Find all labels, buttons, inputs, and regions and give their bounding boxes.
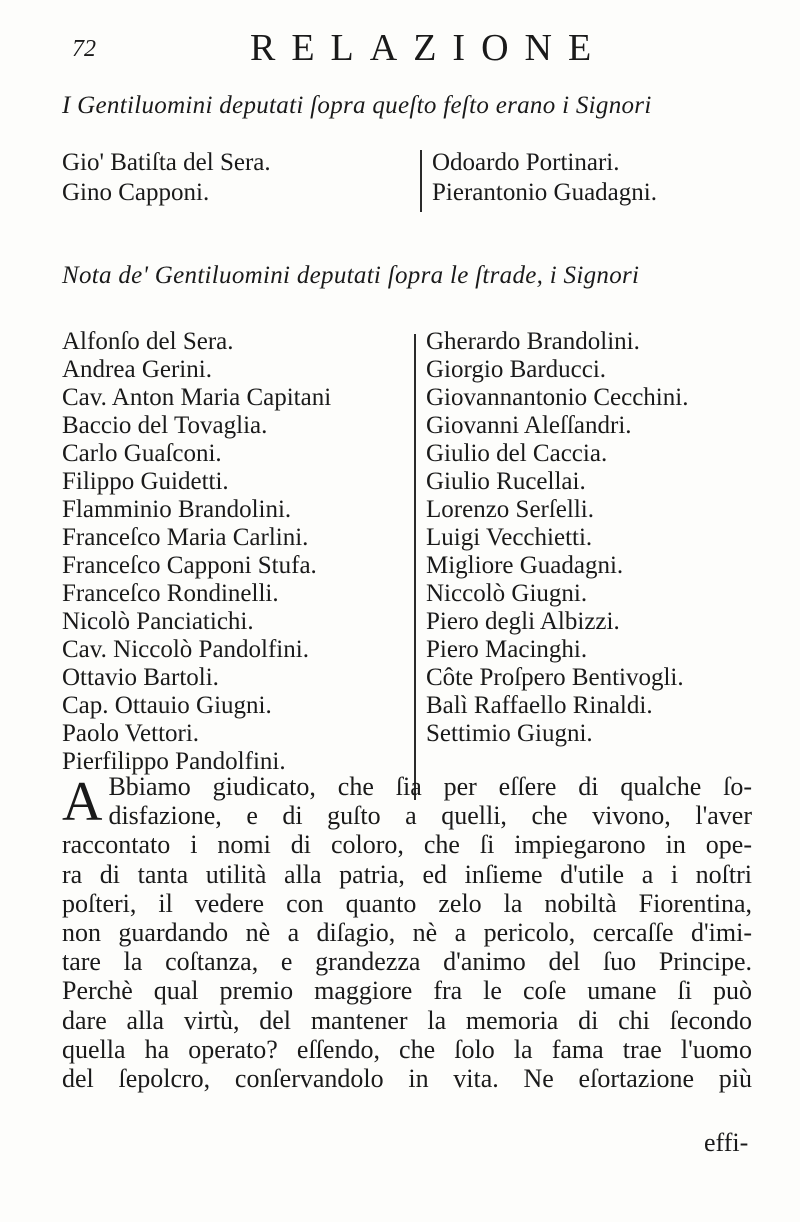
- paragraph-line: disfazione, e di guſto a quelli, che vivono, l'aver: [108, 801, 752, 831]
- name-entry: Giulio del Caccia.: [426, 440, 608, 467]
- name-entry: Cav. Anton Maria Capitani: [62, 384, 332, 411]
- name-entry: Alfonſo del Sera.: [62, 328, 234, 355]
- name-entry: Gherardo Brandolini.: [426, 328, 640, 355]
- name-entry: Ottavio Bartoli.: [62, 664, 219, 691]
- paragraph-line: quella ha operato? eſſendo, che ſolo la fama trae l'uomo: [62, 1034, 752, 1064]
- name-entry: Luigi Vecchietti.: [426, 524, 593, 551]
- paragraph-line: del ſepolcro, conſervandolo in vita. Ne eſortazione più: [62, 1063, 752, 1093]
- paragraph-line: raccontato i nomi di coloro, che ſi impiegarono in ope-: [62, 830, 752, 860]
- page-header: [60, 24, 760, 69]
- name-entry: Settimio Giugni.: [426, 720, 593, 747]
- body-paragraph: [62, 772, 752, 1093]
- name-entry: Franceſco Capponi Stufa.: [62, 552, 317, 579]
- paragraph-line: non guardando nè a diſagio, nè a pericolo, cercaſſe d'imi-: [62, 917, 752, 947]
- name-entry: Migliore Guadagni.: [426, 552, 624, 579]
- deputies-column-left: [62, 148, 271, 208]
- name-entry: Giorgio Barducci.: [426, 356, 607, 383]
- name-entry: Franceſco Maria Carlini.: [62, 524, 309, 551]
- page-number: 72: [72, 36, 96, 62]
- name-entry: Pierantonio Guadagni.: [432, 179, 657, 206]
- name-entry: Andrea Gerini.: [62, 356, 212, 383]
- name-entry: Piero Macinghi.: [426, 636, 588, 663]
- name-entry: Filippo Guidetti.: [62, 468, 229, 495]
- street-deputies-column-left: [62, 328, 331, 776]
- name-entry: Giovanni Aleſſandri.: [426, 412, 632, 439]
- name-entry: Odoardo Portinari.: [432, 149, 620, 176]
- name-entry: Flamminio Brandolini.: [62, 496, 292, 523]
- name-entry: Carlo Guaſconi.: [62, 440, 222, 467]
- section-heading-street-deputies: Nota de' Gentiluomini deputati ſopra le ſtrade, i Signori: [62, 262, 640, 289]
- name-entry: Niccolò Giugni.: [426, 580, 588, 607]
- name-entry: Lorenzo Serſelli.: [426, 496, 594, 523]
- name-entry: Giovannantonio Cecchini.: [426, 384, 689, 411]
- name-entry: Gio' Batiſta del Sera.: [62, 149, 271, 176]
- paragraph-line: tare la coſtanza, e grandezza d'animo del ſuo Principe.: [62, 947, 752, 977]
- name-entry: Gino Capponi.: [62, 179, 210, 206]
- name-entry: Cav. Niccolò Pandolfini.: [62, 636, 309, 663]
- paragraph-line: Perchè qual premio maggiore fra le coſe umane ſi può: [62, 976, 752, 1006]
- column-divider: [420, 150, 422, 212]
- column-divider: [414, 334, 416, 800]
- name-entry: Pierfilippo Pandolfini.: [62, 748, 286, 775]
- name-entry: Franceſco Rondinelli.: [62, 580, 279, 607]
- paragraph-line: dare alla virtù, del mantener la memoria di chi ſecondo: [62, 1005, 752, 1035]
- name-entry: Baccio del Tovaglia.: [62, 412, 268, 439]
- name-entry: Piero degli Albizzi.: [426, 608, 620, 635]
- name-entry: Côte Proſpero Bentivogli.: [426, 664, 684, 691]
- catchword: effi-: [704, 1128, 749, 1157]
- name-entry: Giulio Rucellai.: [426, 468, 586, 495]
- street-deputies-column-right: [426, 328, 688, 748]
- name-entry: Balì Raffaello Rinaldi.: [426, 692, 653, 719]
- name-entry: Nicolò Panciatichi.: [62, 608, 254, 635]
- running-title: RELAZIONE: [250, 27, 608, 69]
- drop-cap: A: [62, 771, 103, 833]
- paragraph-line: poſteri, il vedere con quanto zelo la nobiltà Fiorentina,: [62, 888, 752, 918]
- section-heading-festival-deputies: I Gentiluomini deputati ſopra queſto feſto erano i Signori: [62, 92, 652, 119]
- name-entry: Paolo Vettori.: [62, 720, 200, 747]
- deputies-column-right: [432, 148, 657, 208]
- name-entry: Cap. Ottauio Giugni.: [62, 692, 272, 719]
- paragraph-line: Bbiamo giudicato, che ſia per eſſere di qualche ſo-: [108, 772, 752, 801]
- paragraph-line: ra di tanta utilità alla patria, ed inſieme d'utile a i noſtri: [62, 859, 752, 889]
